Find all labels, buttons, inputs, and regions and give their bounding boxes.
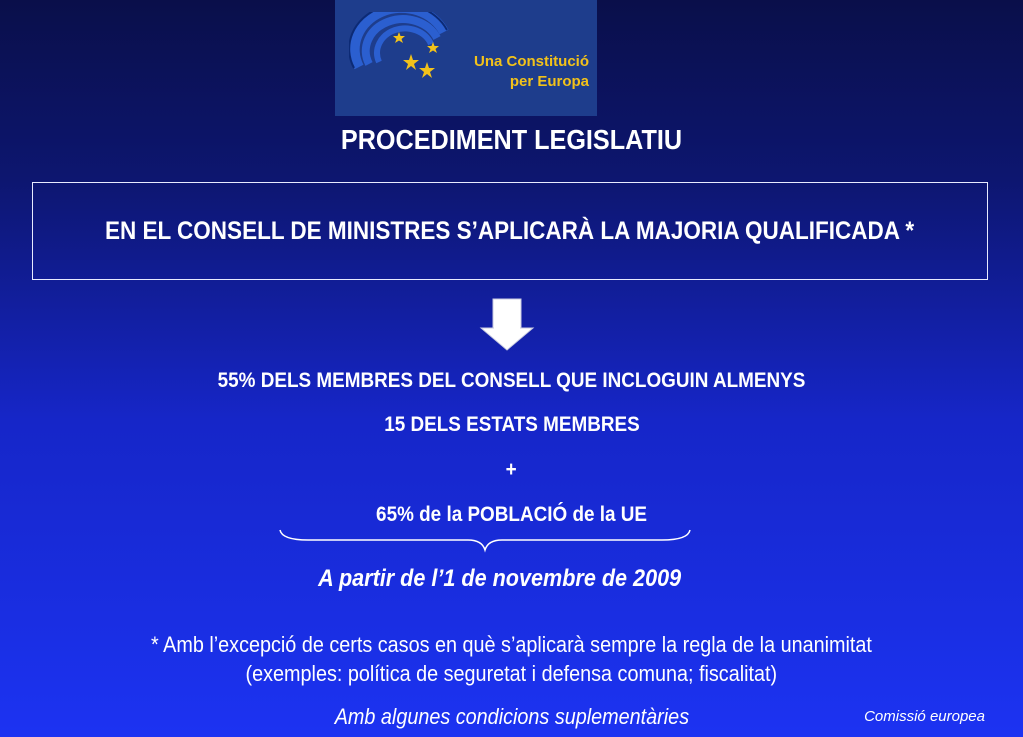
supplementary-conditions: Amb algunes condicions suplementàries — [334, 704, 689, 729]
member-states-count: 15 DELS ESTATS MEMBRES — [383, 413, 640, 436]
plus-sign: + — [505, 458, 518, 481]
exception-note-line2: (exemples: política de seguretat i defensa comuna; fiscalitat) — [245, 661, 778, 686]
effective-date: A partir de l’1 de novembre de 2009 — [318, 565, 682, 592]
eu-constitution-logo — [335, 0, 597, 116]
qualified-majority-text: EN EL CONSELL DE MINISTRES S’APLICARÀ LA MAJORIA QUALIFICADA * — [105, 216, 915, 245]
logo-title-line1: Una Constitució — [474, 53, 589, 70]
population-condition: 65% de la POBLACIÓ de la UE — [376, 503, 647, 526]
member-states-condition: 55% DELS MEMBRES DEL CONSELL QUE INCLOGUIN ALMENYS — [217, 369, 806, 392]
qualified-majority-box — [32, 182, 988, 280]
curly-brace — [278, 526, 692, 554]
logo-title-line2: per Europa — [509, 73, 589, 90]
page-title: PROCEDIMENT LEGISLATIU — [340, 124, 683, 155]
exception-note-line1: * Amb l’excepció de certs casos en què s’aplicarà sempre la regla de la unanimitat — [151, 632, 872, 657]
footer-source: Comissió europea — [864, 708, 985, 725]
down-arrow-icon — [479, 298, 535, 352]
eu-parliament-hemicycle-icon — [349, 12, 459, 92]
